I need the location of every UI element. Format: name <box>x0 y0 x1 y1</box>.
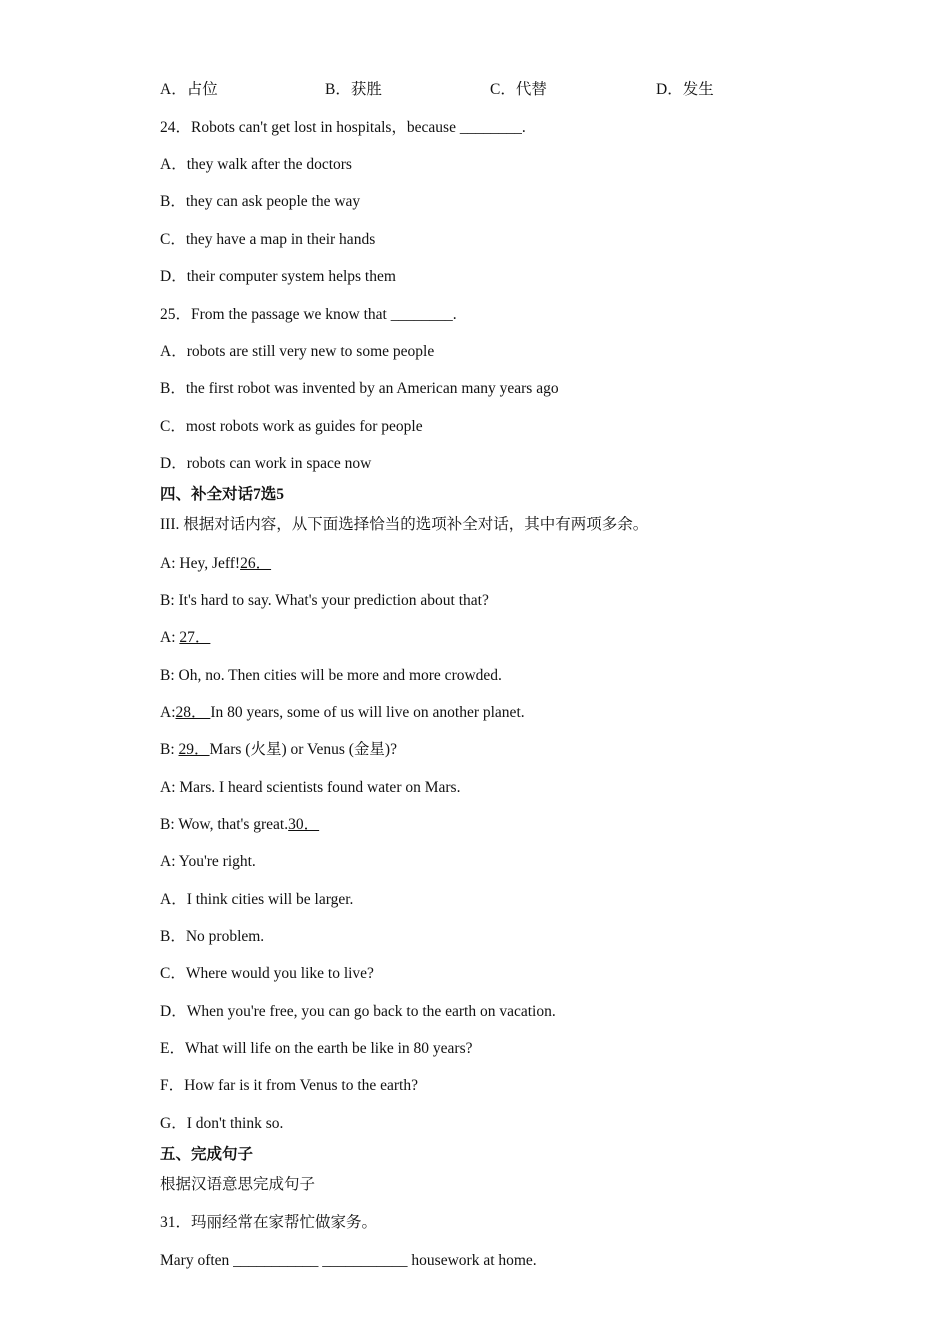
dialogue-line-3 <box>160 628 210 648</box>
dialogue-text: A: <box>160 629 180 646</box>
q25-option-d: D．robots can work in space now <box>160 455 372 472</box>
dialogue-line-6 <box>160 740 397 760</box>
dialogue-line-8 <box>160 815 319 835</box>
q23-option-a: A．占位 <box>160 81 218 98</box>
section4-option-b: B．No problem. <box>160 928 265 945</box>
section4-option-g: G．I don't think so. <box>160 1115 284 1132</box>
dialogue-text: A: You're right. <box>160 853 256 870</box>
dialogue-text: B: <box>160 741 179 758</box>
dialogue-line-5 <box>160 703 525 723</box>
blank-30: 30． <box>288 816 320 833</box>
section4-option-a: A．I think cities will be larger. <box>160 891 354 908</box>
section4-option-c: C．Where would you like to live? <box>160 965 374 982</box>
q24-option-d: D．their computer system helps them <box>160 268 396 285</box>
dialogue-text: A: Hey, Jeff! <box>160 555 241 572</box>
q31-chinese: 31．玛丽经常在家帮忙做家务。 <box>160 1214 378 1231</box>
q25-option-c: C．most robots work as guides for people <box>160 418 423 435</box>
dialogue-text: B: Oh, no. Then cities will be more and more crowded. <box>160 667 502 684</box>
q25-stem: 25．From the passage we know that ________. <box>160 306 457 323</box>
q23-option-b: B．获胜 <box>325 81 382 98</box>
blank-27: 27． <box>179 629 211 646</box>
dialogue-line-4 <box>160 666 502 686</box>
q24-option-c: C．they have a map in their hands <box>160 231 376 248</box>
dialogue-text-after: Mars (火星) or Venus (金星)? <box>209 741 397 758</box>
blank-26: 26． <box>240 555 272 572</box>
q24-option-a: A．they walk after the doctors <box>160 156 352 173</box>
section4-heading: 四、补全对话7选5 <box>160 486 285 503</box>
section4-option-d: D．When you're free, you can go back to the earth on vacation. <box>160 1003 556 1020</box>
q24-stem: 24．Robots can't get lost in hospitals，because ________. <box>160 119 526 136</box>
dialogue-text: B: It's hard to say. What's your prediction about that? <box>160 592 489 609</box>
section5-instruction: 根据汉语意思完成句子 <box>160 1176 316 1193</box>
dialogue-text: A: <box>160 704 176 721</box>
blank-28: 28． <box>175 704 211 721</box>
q23-option-c: C．代替 <box>490 81 547 98</box>
dialogue-line-1 <box>160 554 271 574</box>
section4-option-e: E．What will life on the earth be like in 80 years? <box>160 1040 473 1057</box>
dialogue-text: A: Mars. I heard scientists found water on Mars. <box>160 779 461 796</box>
dialogue-text: B: Wow, that's great. <box>160 816 289 833</box>
dialogue-line-9 <box>160 852 256 872</box>
q25-option-b: B．the first robot was invented by an American many years ago <box>160 380 559 397</box>
section5-heading: 五、完成句子 <box>160 1146 254 1163</box>
dialogue-line-2 <box>160 591 489 611</box>
section4-option-f: F．How far is it from Venus to the earth? <box>160 1077 418 1094</box>
dialogue-line-7 <box>160 778 460 798</box>
q24-option-b: B．they can ask people the way <box>160 193 361 210</box>
dialogue-text-after: In 80 years, some of us will live on another planet. <box>210 704 525 721</box>
q23-option-d: D．发生 <box>656 81 714 98</box>
section4-instruction: III. 根据对话内容，从下面选择恰当的选项补全对话，其中有两项多余。 <box>160 516 649 533</box>
q31-english: Mary often ___________ ___________ housework at home. <box>160 1252 537 1269</box>
q25-option-a: A．robots are still very new to some people <box>160 343 435 360</box>
blank-29: 29． <box>178 741 210 758</box>
